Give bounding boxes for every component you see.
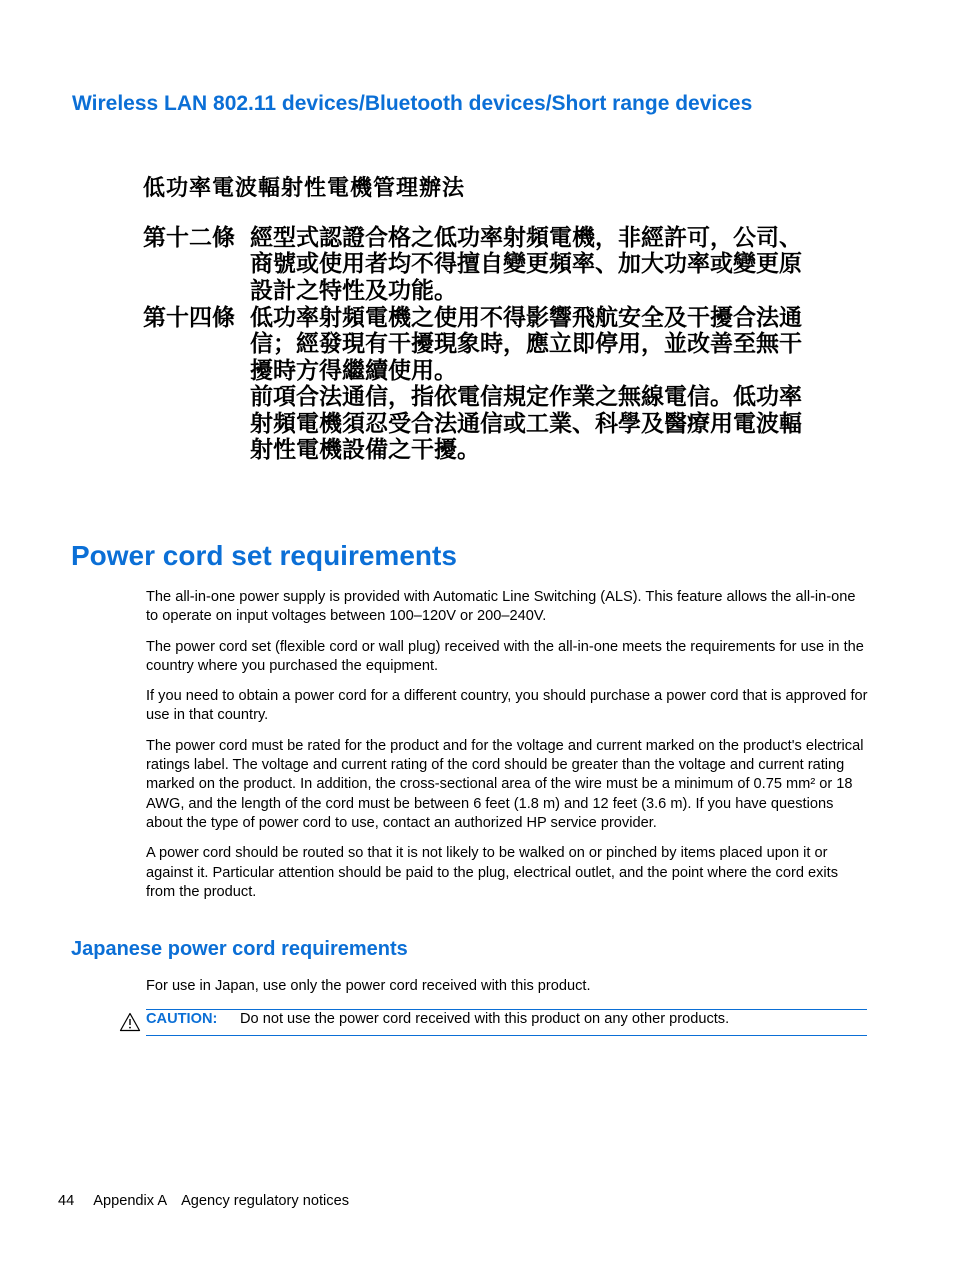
- warning-triangle-icon: [119, 1012, 141, 1032]
- caution-label: CAUTION:: [146, 1011, 218, 1027]
- article-14-line: 低功率射頻電機之使用不得影響飛航安全及干擾合法通: [250, 304, 802, 331]
- article-14-line: 射頻電機須忍受合法通信或工業、科學及醫療用電波輻: [250, 409, 802, 437]
- caution-box: [146, 1009, 867, 1036]
- caution-text: Do not use the power cord received with this product on any other products.: [240, 1011, 730, 1027]
- power-cord-heading: Power cord set requirements: [71, 540, 457, 571]
- article-14-line: 前項合法通信，指依電信規定作業之無線電信。低功率: [250, 383, 802, 411]
- power-cord-paragraph: The power cord set (flexible cord or wall plug) received with the all-in-one meets the requirements for use in the country where you purchased the equipment.: [146, 638, 864, 674]
- page-number: 44: [58, 1193, 75, 1209]
- article-14-line: 擾時方得繼續使用。: [250, 356, 457, 384]
- article-14-line: 射性電機設備之干擾。: [250, 436, 480, 464]
- footer-appendix: Appendix A: [93, 1193, 168, 1209]
- power-cord-body: [146, 588, 870, 913]
- power-cord-paragraph: The all-in-one power supply is provided with Automatic Line Switching (ALS). This feature allows the all-in-one to operate on input voltages between 100–120V or 200–240V.: [146, 589, 856, 625]
- article-12-line: 設計之特性及功能。: [250, 276, 457, 304]
- japanese-paragraph: For use in Japan, use only the power cord received with this product.: [146, 978, 591, 994]
- article-12-text: [250, 225, 860, 304]
- footer-section: Agency regulatory notices: [181, 1193, 349, 1209]
- power-cord-paragraph: A power cord should be routed so that it is not likely to be walked on or pinched by items placed upon it or against it. Particular attention should be paid to the plug, electrical outlet, and the point where the cord exits from the product.: [146, 845, 839, 900]
- wlan-heading: Wireless LAN 802.11 devices/Bluetooth devices/Short range devices: [72, 92, 753, 115]
- article-12-line: 經型式認證合格之低功率射頻電機，非經許可，公司、: [250, 224, 802, 251]
- article-12-line: 商號或使用者均不得擅自變更頻率、加大功率或變更原: [250, 250, 802, 278]
- article-12-label: 第十二條: [143, 224, 235, 251]
- page-footer: [58, 1193, 349, 1209]
- article-14-label: 第十四條: [143, 304, 235, 331]
- japanese-heading: Japanese power cord requirements: [71, 938, 408, 960]
- taiwan-notice-title: 低功率電波輻射性電機管理辦法: [143, 175, 466, 201]
- power-cord-paragraph: The power cord must be rated for the product and for the voltage and current marked on the product's electrical ratings label. The voltage and current rating of the cord should be greater than the voltage and current rating marked on the product. In addition, the cross-sectional area of the wire must be a minimum of 0.75 mm² or 18 AWG, and the length of the cord must be between 6 feet (1.8 m) and 12 feet (3.6 m). If you have questions about the type of power cord to use, contact an authorized HP service provider.: [146, 737, 864, 831]
- article-14-line: 信；經發現有干擾現象時，應立即停用，並改善至無干: [250, 330, 802, 358]
- power-cord-paragraph: If you need to obtain a power cord for a different country, you should purchase a power cord that is approved for use in that country.: [146, 688, 868, 724]
- article-14-text: [250, 305, 860, 463]
